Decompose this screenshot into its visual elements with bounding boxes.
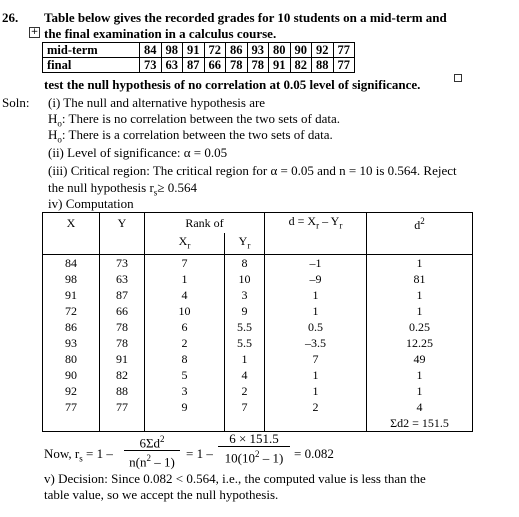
cell-ry: 1 — [225, 351, 265, 367]
cell-rx: 6 — [145, 319, 225, 335]
mid-term-row — [43, 43, 355, 58]
cell-d2: 1 — [367, 254, 473, 271]
final-grade-cell: 73 — [140, 58, 162, 73]
mid-term-grade-cell: 93 — [247, 43, 269, 58]
cell-d2: 49 — [367, 351, 473, 367]
fraction-2-denominator: $10(10^2 - 1)$ — [224, 449, 284, 466]
cell-d: 7 — [265, 351, 367, 367]
header-yr: $Y_r$ — [225, 233, 265, 254]
table-row — [43, 271, 473, 287]
cell-y: 77 — [100, 399, 145, 415]
table-move-handle-icon[interactable]: + — [30, 27, 39, 37]
cell-ry: 7 — [225, 399, 265, 415]
table-row — [43, 319, 473, 335]
grades-table — [42, 42, 355, 73]
fraction-1-denominator: $n(n^2 - 1)$ — [129, 453, 175, 470]
cell-d: 2 — [265, 399, 367, 415]
mid-term-grade-cell: 86 — [226, 43, 248, 58]
header-row-2 — [43, 233, 473, 254]
cell-d: 0.5 — [265, 319, 367, 335]
cell-d2: 1 — [367, 383, 473, 399]
final-grade-cell: 63 — [161, 58, 183, 73]
table-row — [43, 399, 473, 415]
cell-d2: 81 — [367, 271, 473, 287]
table-row — [43, 303, 473, 319]
mid-term-grade-cell: 90 — [290, 43, 312, 58]
cell-d: –1 — [265, 254, 367, 271]
cell-x: 80 — [43, 351, 100, 367]
solution-step3-line1: (iii) Critical region: The critical region for α = 0.05 and n = 10 is 0.564. Reject — [48, 163, 457, 178]
cell-x: 91 — [43, 287, 100, 303]
cell-d2: 1 — [367, 303, 473, 319]
cell-y: 78 — [100, 319, 145, 335]
cell-y: 66 — [100, 303, 145, 319]
cell-rx: 2 — [145, 335, 225, 351]
solution-step3-line2: the null hypothesis $r_s\ge 0.564$ — [48, 180, 197, 198]
final-row — [43, 58, 355, 73]
question-text-line3: test the null hypothesis of no correlation at 0.05 level of significance. — [44, 77, 421, 92]
cell-y: 82 — [100, 367, 145, 383]
cell-d2: 0.25 — [367, 319, 473, 335]
cell-ry: 10 — [225, 271, 265, 287]
cell-d: 1 — [265, 287, 367, 303]
header-rank-of: Rank of — [145, 213, 265, 234]
cell-ry: 3 — [225, 287, 265, 303]
header-d: $d = X_r - Y_r$ — [265, 213, 367, 234]
fraction-1 — [124, 432, 180, 470]
formula-now: Now, $r_s = 1$ – — [44, 446, 113, 464]
mid-term-grade-cell: 98 — [161, 43, 183, 58]
cell-d: –3.5 — [265, 335, 367, 351]
question-text-line2: the final examination in a calculus course. — [44, 26, 277, 41]
table-row — [43, 351, 473, 367]
cell-rx: 4 — [145, 287, 225, 303]
fraction-2-numerator: 6 × 151.5 — [218, 432, 290, 447]
mid-term-grade-cell: 77 — [333, 43, 355, 58]
formula-eq2: = 1 – — [186, 446, 213, 461]
cell-ry: 2 — [225, 383, 265, 399]
cell-x: 77 — [43, 399, 100, 415]
cell-y: 78 — [100, 335, 145, 351]
sum-row — [43, 415, 473, 432]
table-row — [43, 383, 473, 399]
cell-d2: 12.25 — [367, 335, 473, 351]
cell-d: –9 — [265, 271, 367, 287]
cell-rx: 9 — [145, 399, 225, 415]
final-grade-cell: 77 — [333, 58, 355, 73]
decision-line1: v) Decision: Since 0.082 < 0.564, i.e., the computed value is less than the — [44, 471, 426, 486]
cell-x: 93 — [43, 335, 100, 351]
cell-y: 91 — [100, 351, 145, 367]
final-grade-cell: 66 — [204, 58, 226, 73]
final-label: final — [43, 58, 140, 73]
cell-x: 86 — [43, 319, 100, 335]
mid-term-grade-cell: 84 — [140, 43, 162, 58]
cell-y: 87 — [100, 287, 145, 303]
final-grade-cell: 78 — [226, 58, 248, 73]
final-grade-cell: 78 — [247, 58, 269, 73]
header-y: Y — [100, 213, 145, 234]
null-hypothesis: $H_o$: There is no correlation between the two sets of data. — [48, 111, 340, 129]
cell-ry: 5.5 — [225, 319, 265, 335]
cell-ry: 9 — [225, 303, 265, 319]
cell-x: 98 — [43, 271, 100, 287]
mid-term-grade-cell: 72 — [204, 43, 226, 58]
cell-y: 63 — [100, 271, 145, 287]
cell-d2: 1 — [367, 287, 473, 303]
decision-line2: table value, so we accept the null hypothesis. — [44, 487, 279, 502]
cell-rx: 1 — [145, 271, 225, 287]
header-xr: $X_r$ — [145, 233, 225, 254]
table-row — [43, 254, 473, 271]
fraction-2 — [218, 432, 290, 465]
solution-step2: (ii) Level of significance: α = 0.05 — [48, 145, 228, 160]
sum-d2-cell: Σd2 = 151.5 — [367, 415, 473, 432]
computation-table — [42, 212, 473, 432]
header-row-1 — [43, 213, 473, 234]
fraction-1-numerator: $6\Sigma d^2$ — [124, 432, 180, 451]
cell-x: 92 — [43, 383, 100, 399]
mid-term-grade-cell: 80 — [269, 43, 291, 58]
cell-rx: 10 — [145, 303, 225, 319]
cell-x: 90 — [43, 367, 100, 383]
cell-x: 72 — [43, 303, 100, 319]
header-d2: $d^2$ — [367, 213, 473, 234]
cell-ry: 4 — [225, 367, 265, 383]
solution-step4: iv) Computation — [48, 196, 134, 211]
question-text-line1: Table below gives the recorded grades for 10 students on a mid-term and — [44, 10, 447, 25]
cell-d: 1 — [265, 383, 367, 399]
final-grade-cell: 88 — [312, 58, 334, 73]
solution-label: Soln: — [2, 95, 30, 110]
question-number: 26. — [2, 10, 19, 25]
final-grade-cell: 91 — [269, 58, 291, 73]
cell-x: 84 — [43, 254, 100, 271]
solution-step1: (i) The null and alternative hypothesis are — [48, 95, 266, 110]
table-row — [43, 287, 473, 303]
cell-y: 73 — [100, 254, 145, 271]
final-grade-cell: 87 — [183, 58, 205, 73]
final-grade-cell: 82 — [290, 58, 312, 73]
formula-result: = 0.082 — [294, 446, 334, 461]
cell-ry: 5.5 — [225, 335, 265, 351]
mid-term-grade-cell: 91 — [183, 43, 205, 58]
cell-d: 1 — [265, 367, 367, 383]
cell-rx: 7 — [145, 254, 225, 271]
mid-term-grade-cell: 92 — [312, 43, 334, 58]
cell-rx: 8 — [145, 351, 225, 367]
cell-rx: 5 — [145, 367, 225, 383]
cell-d: 1 — [265, 303, 367, 319]
cell-rx: 3 — [145, 383, 225, 399]
resize-handle-icon[interactable] — [454, 74, 462, 82]
alt-hypothesis: $H_o$: There is a correlation between the two sets of data. — [48, 127, 333, 145]
table-row — [43, 335, 473, 351]
header-x: X — [43, 213, 100, 234]
cell-y: 88 — [100, 383, 145, 399]
cell-ry: 8 — [225, 254, 265, 271]
mid-term-label: mid-term — [43, 43, 140, 58]
cell-d2: 1 — [367, 367, 473, 383]
table-row — [43, 367, 473, 383]
cell-d2: 4 — [367, 399, 473, 415]
